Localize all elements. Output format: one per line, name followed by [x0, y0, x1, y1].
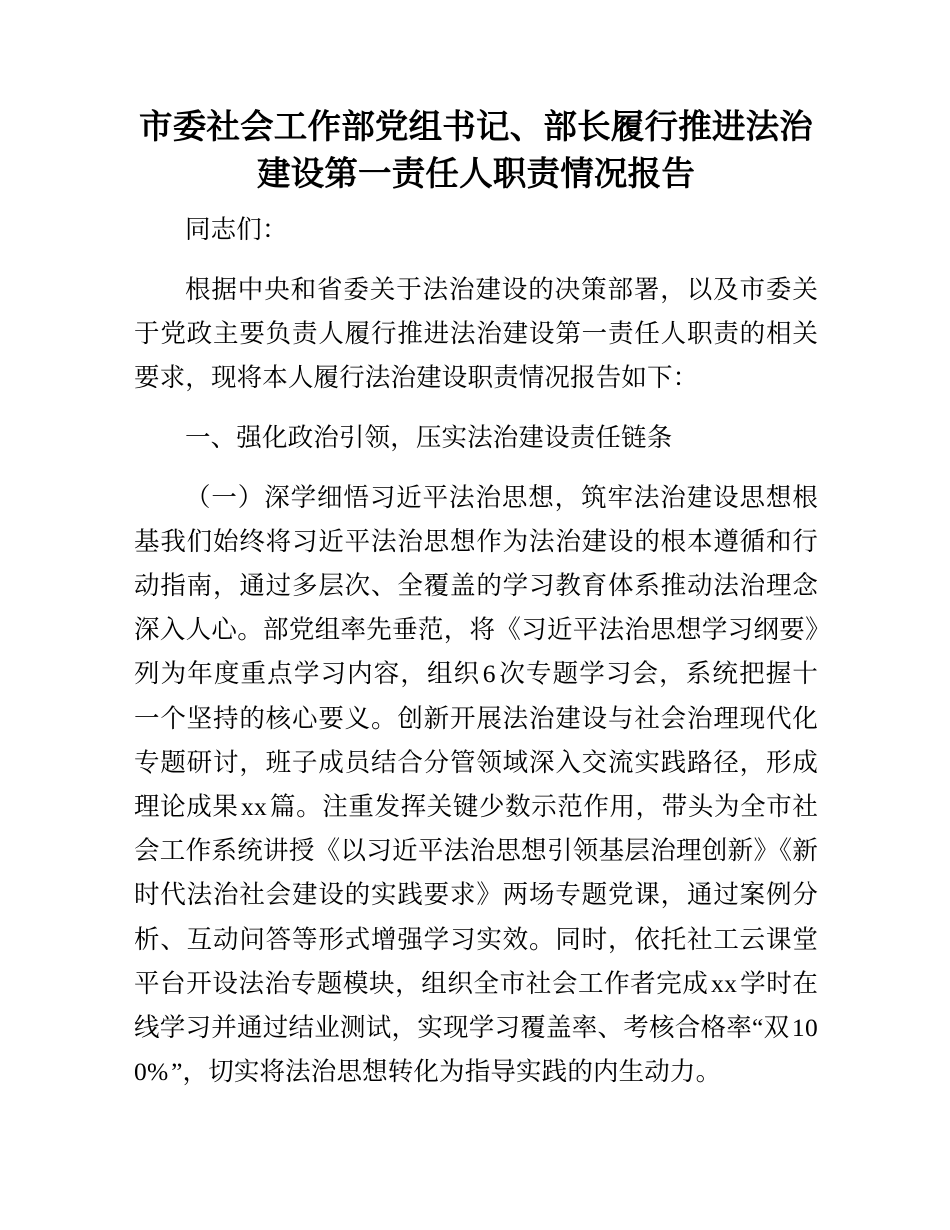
inline-count-study-hours: xx: [711, 968, 738, 998]
page-title: [134, 104, 818, 198]
subsection-text-part-3: 篇。注重发挥关键少数示范作用，带头为全市社会工作系统讲授《以习近平法治思想引领基层治理创新》《新时代法治社会建设的实践要求》两场专题党课，通过案例分析、互动问答等形式增强学习实效。同时，依托社工云课堂平台开设法治专题模块，组织全市社会工作者完成: [134, 791, 818, 998]
subsection-text-part-5: ”，切实将法治思想转化为指导实践的内生动力。: [171, 1057, 722, 1087]
subsection-text-part-4: 学时在线学习并通过结业测试，实现学习覆盖率、考核合格率“双: [134, 968, 818, 1042]
section-heading-1: 一、强化政治引领，压实法治建设责任链条: [185, 422, 673, 452]
subsection-text-part-1: （一）深学细悟习近平法治思想，筑牢法治建设思想根基我们始终将习近平法治思想作为法治建设的根本遵循和行动指南，通过多层次、全覆盖的学习教育体系推动法治理念深入人心。部党组率先垂范，将《习近平法治思想学习纲要》列为年度重点学习内容，组织: [134, 482, 818, 689]
subsection-text-part-2: 次专题学习会，系统把握十一个坚持的核心要义。创新开展法治建设与社会治理现代化专题研讨，班子成员结合分管领域深入交流实践路径，形成理论成果: [134, 659, 818, 821]
subsection-1-1-paragraph: [134, 476, 818, 1095]
inline-count-theory-articles: xx: [240, 791, 268, 821]
page-title-line-2: 建设第一责任人职责情况报告: [256, 156, 696, 193]
inline-count-study-sessions: 6: [482, 659, 496, 689]
document-body: [134, 208, 818, 1094]
lead-paragraph: 根据中央和省委关于法治建设的决策部署，以及市委关于党政主要负责人履行推进法治建设第一责任人职责的相关要求，现将本人履行法治建设职责情况报告如下：: [134, 274, 818, 393]
page-title-line-1: 市委社会工作部党组书记、部长履行推进法治: [139, 109, 813, 146]
salutation: 同志们：: [185, 215, 288, 244]
inline-percent-double-hundred: 100%: [134, 1012, 818, 1087]
